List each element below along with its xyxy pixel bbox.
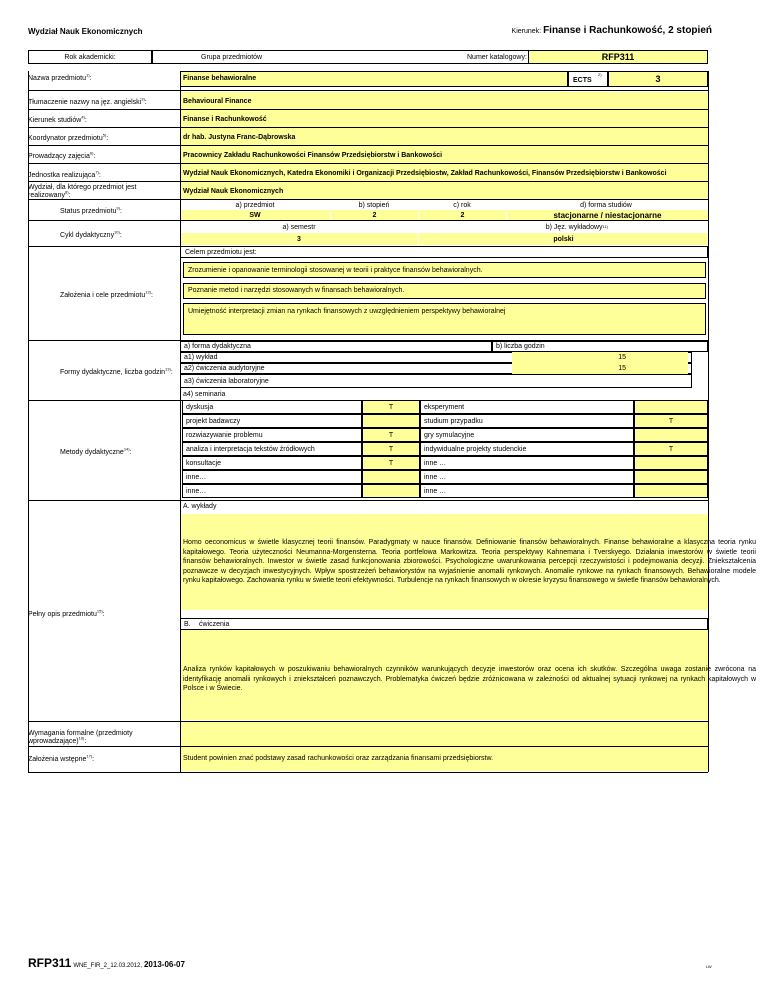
faculty-header: Wydział Nauk Ekonomicznych	[28, 27, 143, 36]
ects-value: 3	[608, 71, 708, 87]
metody-method-a: dyskusja	[182, 400, 362, 414]
wydzial-label: Wydział, dla którego przedmiot jest realizowany$^{8)}$:	[28, 184, 137, 199]
tlumaczenie-label: Tłumaczenie nazwy na jęz. angielski$^{3)}$:	[28, 96, 147, 106]
row-divider	[28, 772, 708, 773]
opis-b-letter: B.	[184, 621, 191, 628]
cykl-label: Cykl dydaktyczny$^{10)}$:	[60, 229, 122, 239]
metody-mark-a	[362, 470, 420, 484]
status-rok-header: c) rok	[453, 201, 471, 209]
status-forma-value: stacjonarne / niestacjonarne	[506, 210, 708, 220]
row-divider	[28, 90, 708, 91]
row-divider	[28, 220, 708, 221]
formy-row-audytoryjne: a2) ćwiczenia audytoryjne	[180, 363, 692, 374]
kierunek-studiow-label: Kierunek studiów$^{4)}$:	[28, 114, 87, 124]
formy-godziny-header: b) liczba godzin	[492, 341, 708, 352]
metody-method-a: analiza i interpretacja tekstów źródłowych	[182, 442, 362, 456]
metody-label: Metody dydaktyczne$^{14)}$:	[60, 446, 132, 456]
formy-row-wyklad: a1) wykład	[180, 352, 692, 363]
row-divider	[28, 721, 708, 722]
status-stopien-header: b) stopień	[358, 201, 390, 209]
prowadzacy-label: Prowadzący zajęcia$^{6)}$:	[28, 150, 96, 160]
metody-method-a: projekt badawczy	[182, 414, 362, 428]
status-rok-value: 2	[418, 210, 506, 220]
kierunek-value: Finanse i Rachunkowość, 2 stopień	[543, 25, 712, 36]
ects-cell: ECTS 2)	[568, 71, 608, 87]
row-divider	[28, 127, 708, 128]
metody-mark-b	[634, 470, 708, 484]
ects-label: ECTS	[573, 77, 592, 84]
status-przedmiot-header: a) przedmiot	[235, 201, 275, 209]
row-divider	[28, 746, 708, 747]
metody-method-b: studium przypadku	[420, 414, 634, 428]
footer	[28, 956, 185, 970]
row-divider	[28, 400, 708, 401]
zalozenia-intro: Celem przedmiotu jest:	[185, 249, 257, 256]
jednostka-value: Wydział Nauk Ekonomicznych, Katedra Ekonomiki i Organizacji Przedsiębiostw, Zakład Rachunkowości, Finansów Przedsiębiorstw i Bankowości	[183, 170, 667, 177]
row-divider	[28, 199, 708, 200]
tlumaczenie-value: Behavioural Finance	[183, 98, 252, 105]
cykl-jezyk-value: polski	[418, 233, 708, 245]
metody-mark-a	[362, 484, 420, 498]
metody-mark-b: T	[634, 442, 708, 456]
row-divider	[28, 145, 708, 146]
metody-mark-b	[634, 484, 708, 498]
column-divider	[708, 71, 709, 772]
row-divider	[28, 109, 708, 110]
formy-row-laboratoryjne: a3) ćwiczenia laboratoryjne	[180, 374, 692, 388]
formy-forma-header: a) forma dydaktyczna	[180, 341, 492, 352]
cykl-semestr-header: a) semestr	[282, 223, 316, 231]
zalozenia-label: Założenia i cele przedmiotu$^{12)}$:	[60, 289, 153, 299]
wymagania-label: Wymagania formalne (przedmioty wprowadzające)$^{16)}$:	[28, 730, 133, 745]
footer-date: 2013-06-07	[143, 960, 185, 969]
metody-mark-b	[634, 456, 708, 470]
metody-mark-b	[634, 428, 708, 442]
opis-b-heading-cell	[180, 618, 708, 630]
tlumaczenie-field	[180, 92, 708, 110]
metody-method-b: inne …	[420, 484, 634, 498]
column-divider	[180, 71, 181, 772]
opis-a-heading: A. wykłady	[183, 503, 217, 510]
jednostka-label: Jednostka realizująca$^{7)}$:	[28, 169, 101, 179]
metody-mark-b: T	[634, 414, 708, 428]
metody-method-a: inne…	[182, 484, 362, 498]
status-przedmiot-value: SW	[180, 210, 330, 220]
status-stopien-value: 2	[330, 210, 418, 220]
rok-akademicki-label: Rok akademicki:	[28, 50, 152, 64]
zalozenia-intro-cell	[180, 246, 708, 258]
metody-method-b: eksperyment	[420, 400, 634, 414]
opis-label: Pełny opis przedmiotu$^{15)}$:	[28, 608, 105, 618]
zalozenia-goal-1: Zrozumienie i opanowanie terminologii stosowanej w teorii i praktyce finansów behawioralnych.	[183, 262, 706, 278]
formy-label: Formy dydaktyczne, liczba godzin$^{13)}$:	[60, 366, 173, 376]
metody-mark-a: T	[362, 400, 420, 414]
row-divider	[28, 340, 708, 341]
nazwa-value: Finanse behawioralne	[183, 75, 257, 82]
metody-mark-b	[634, 400, 708, 414]
koordynator-value: dr hab. Justyna Franc-Dąbrowska	[183, 134, 296, 141]
footer-code: RFP311	[28, 956, 72, 970]
cykl-semestr-value: 3	[180, 233, 418, 245]
metody-method-b: gry symulacyjne	[420, 428, 634, 442]
wymagania-field	[180, 722, 708, 746]
formy-hours-wyklad: 15	[512, 352, 688, 363]
grupa-label: Grupa przedmiotów	[201, 53, 263, 61]
footer-mark: LW	[706, 964, 712, 969]
status-label: Status przedmiotu$^{9)}$:	[60, 205, 122, 215]
formy-hours-audytoryjne: 15	[512, 363, 688, 374]
row-divider	[28, 500, 708, 501]
opis-b-heading: ćwiczenia	[199, 621, 230, 628]
metody-method-a: konsultacje	[182, 456, 362, 470]
row-divider	[28, 181, 708, 182]
row-divider	[28, 246, 708, 247]
row-divider	[28, 163, 708, 164]
status-forma-header: d) forma studiów	[580, 201, 632, 209]
metody-mark-a: T	[362, 442, 420, 456]
metody-mark-a	[362, 414, 420, 428]
metody-method-b: inne …	[420, 470, 634, 484]
koordynator-label: Koordynator przedmiotu$^{5)}$:	[28, 132, 109, 142]
zalozenia-wstepne-label: Założenia wstępne$^{17)}$:	[28, 753, 95, 763]
metody-method-a: rozwiazywanie problemu	[182, 428, 362, 442]
opis-a-text: Homo oeconomicus w świetle klasycznej teorii finansów. Paradygmaty w nauce finansów. Definiowanie finansów behawioralnych. Finanse behawioralne a klasyczna teoria rynku kapitałowego. Teoria użyteczności Neumanna-Morgensterna. Teoria portfelowa Markowitza. Teoria perspektywy Kahnemana i Tverskyego. Działania inwestorów w świetle teorii finansów behawioralnych. Inwestor w świetle zasad funkcjonowania zbiorowości. Psychologiczne uwarunkowania percepcji rzeczywistości i podejmowania decyzji. Zniekształcenia poznawcze w decyzjach inwestycyjnych. Wpływ spostrzeżeń behawiorystów na wyjaśnienie anomalii rynkowych. Anomalie rynkowe na rynkach finansowych. Behawioralne modele rynku kapitałowego. Zachowania rynku w świetle teorii efektywności. Turbulencje na rynkach finansowych w okresie kryzysu finansowego w świetle finansów behawioralnych.	[183, 539, 756, 584]
metody-mark-a: T	[362, 456, 420, 470]
kierunek-header	[512, 25, 712, 36]
metody-method-b: indywidualne projekty studenckie	[420, 442, 634, 456]
formy-row-seminaria: a4) seminaria	[183, 390, 226, 398]
kierunek-label: Kierunek:	[511, 28, 542, 35]
metody-method-a: inne…	[182, 470, 362, 484]
prowadzacy-value: Pracownicy Zakładu Rachunkowości Finansów Przedsiębiorstw i Bankowości	[183, 152, 443, 159]
nazwa-label: Nazwa przedmiotu$^{1)}$:	[28, 72, 92, 82]
numer-label: Numer katalogowy:	[467, 53, 527, 61]
footer-doc: WNE_FIR_2_12.03.2012,	[73, 963, 143, 969]
zalozenia-goal-2: Poznanie metod i narzędzi stosowanych w finansach behawioralnych.	[183, 283, 706, 299]
wydzial-value: Wydział Nauk Ekonomicznych	[183, 188, 284, 195]
opis-b-text: Analiza rynków kapitałowych w poszukiwaniu behawioralnych czynników warunkujących decyzje inwestorów oraz ocena ich skutków. Szczególna uwaga zostanie zwrócona na identyfikację anomalii rynkowych i zniekształceń poznawczych. Problematyka ćwiczeń będzie zróżnicowana w zależności od aktualnej sytuacji rynkowej na rynkach kapitałowych w Polsce i w Świecie.	[183, 666, 756, 692]
numer-value: RFP311	[528, 50, 708, 64]
kierunek-studiow-value: Finanse i Rachunkowość	[183, 116, 267, 123]
cykl-jezyk-header: b) Jęz. wykładowy 11)	[545, 223, 608, 231]
zalozenia-goal-3: Umiejętność interpretacji zmian na rynkach finansowych z uwzględnieniem perspektywy behawioralnej	[183, 303, 706, 335]
column-divider	[28, 71, 29, 772]
zalozenia-wstepne-value: Student powinien znać podstawy zasad rachunkowości oraz zarządzania finansami przedsiębiorstw.	[183, 755, 494, 762]
metody-mark-a: T	[362, 428, 420, 442]
metody-method-b: inne …	[420, 456, 634, 470]
